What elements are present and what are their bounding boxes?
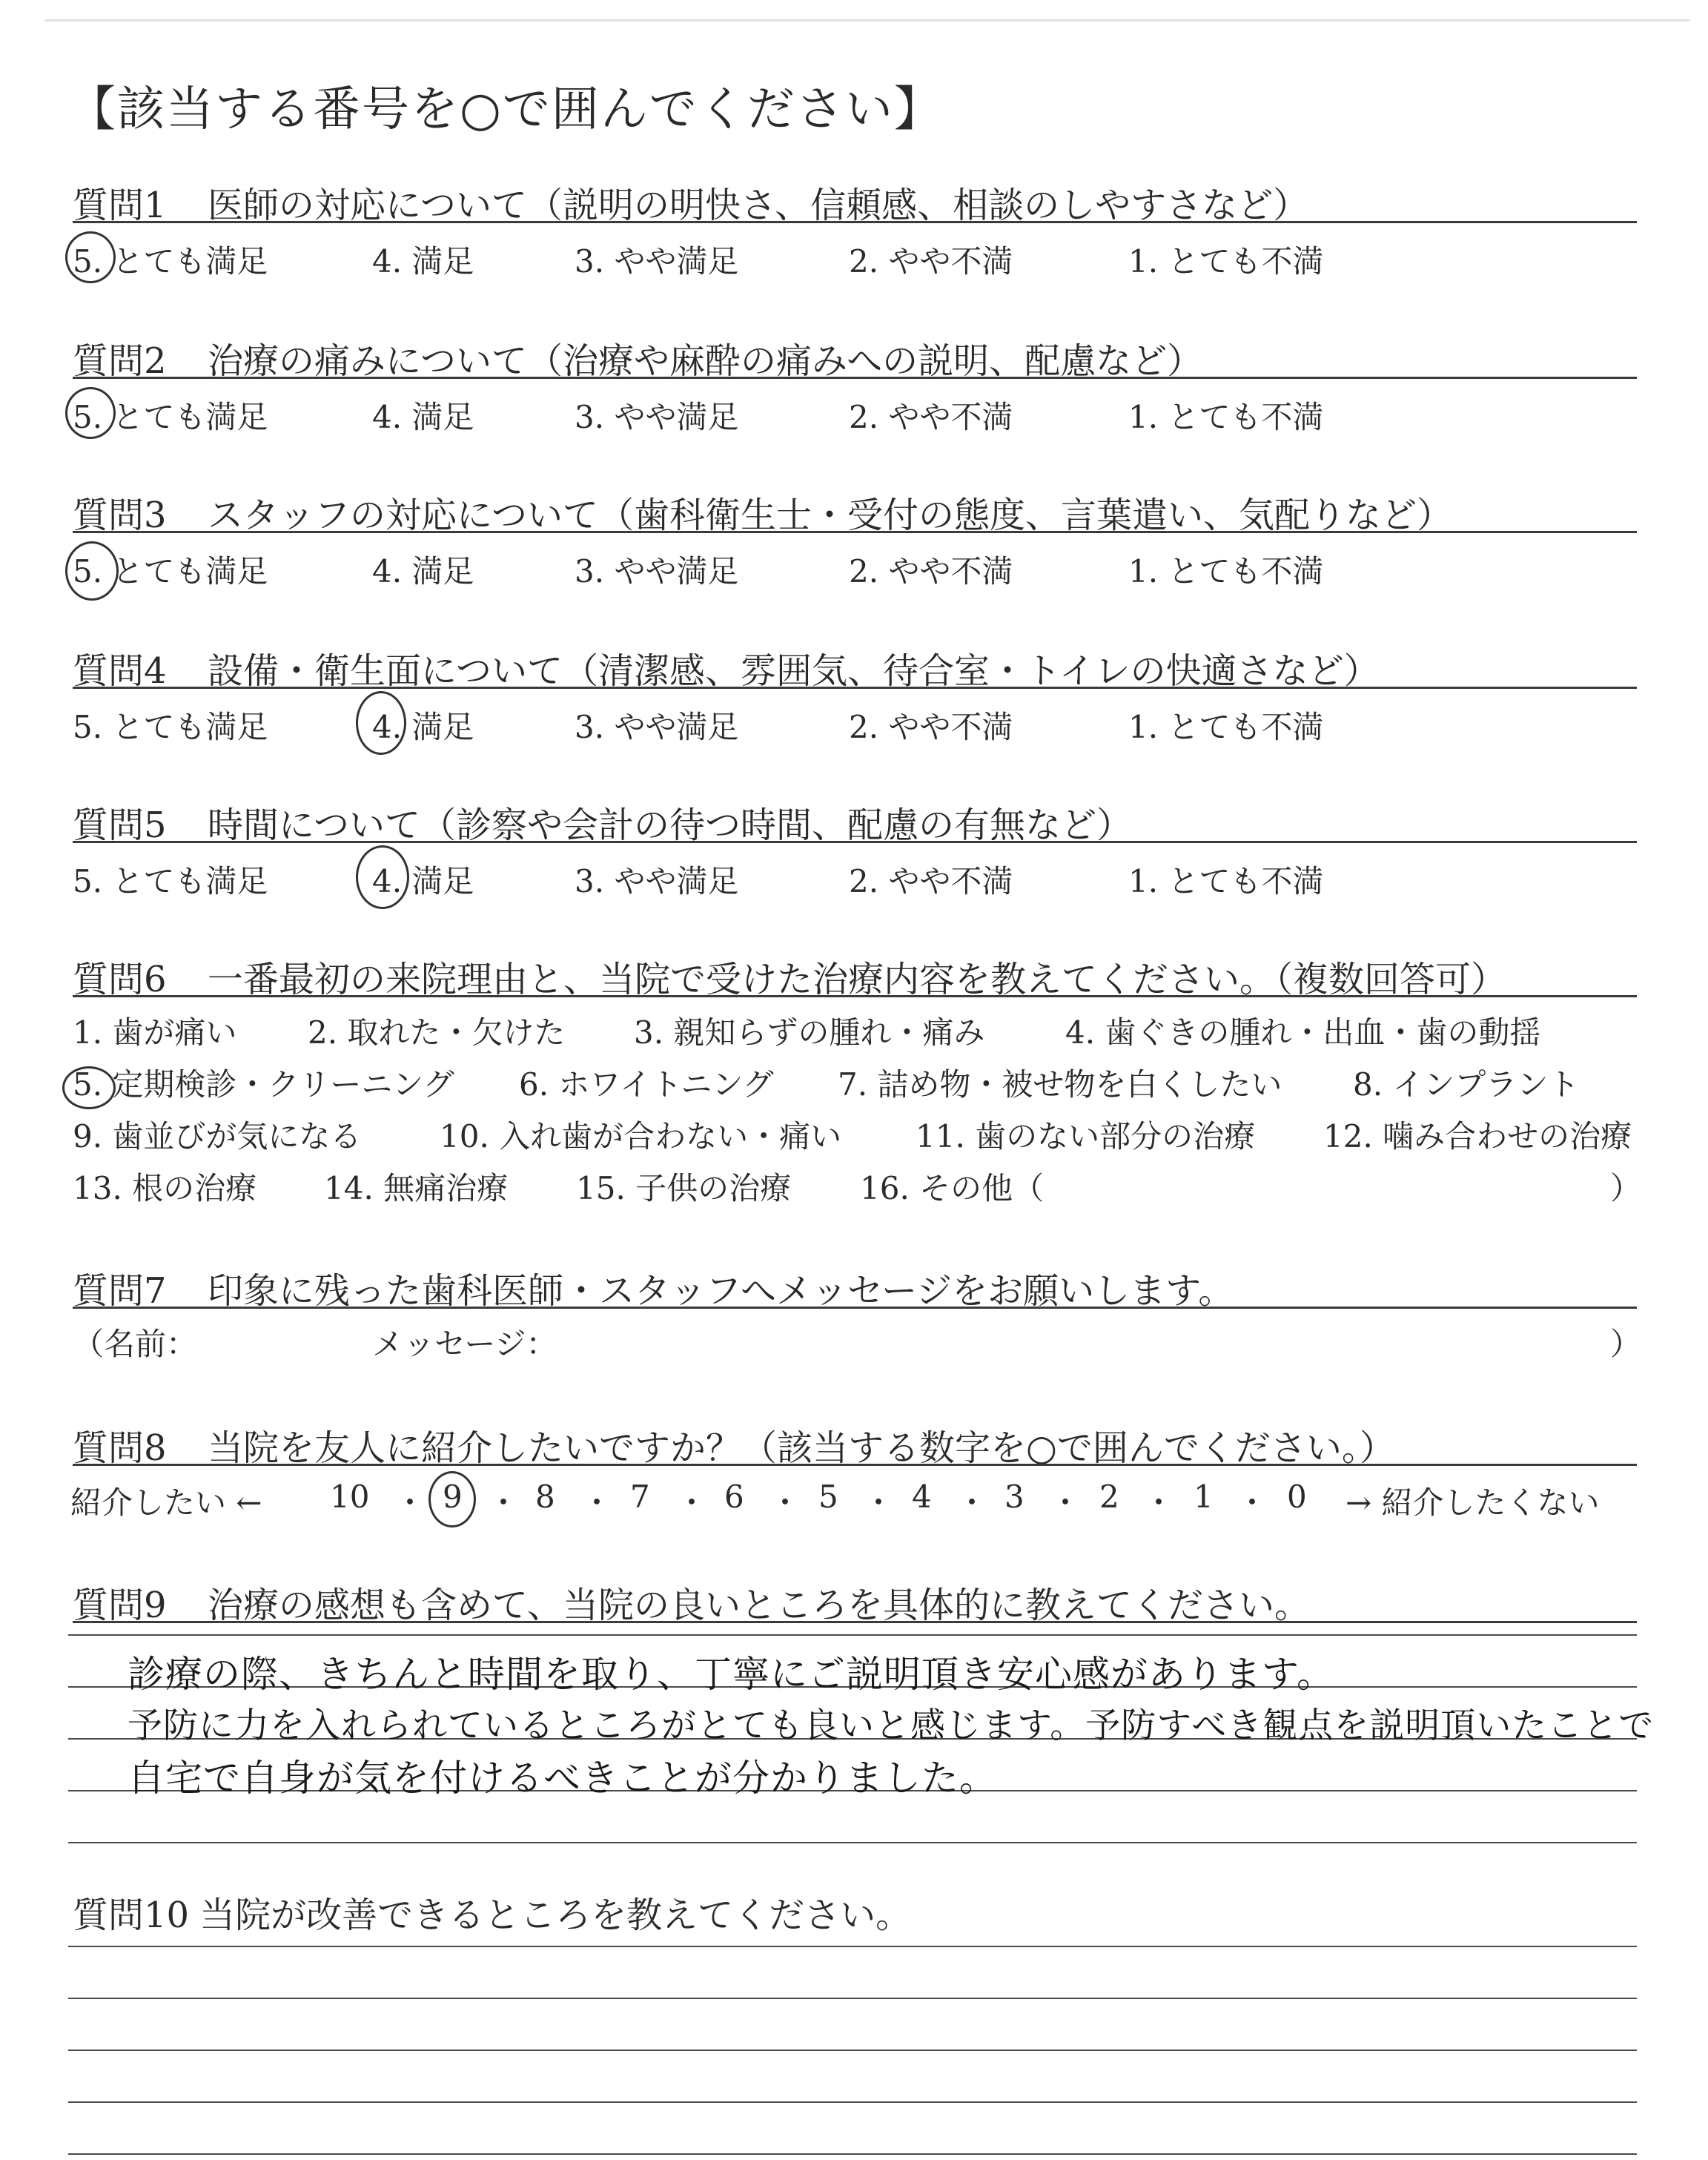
scale-5[interactable]: 5 xyxy=(818,1479,838,1515)
question-10 xyxy=(73,1886,1637,1936)
close-paren: ） xyxy=(1610,1326,1642,1362)
question-text: スタッフの対応について（歯科衛生士・受付の態度、言葉遣い、気配りなど） xyxy=(208,495,1453,536)
rating-option-5[interactable]: 5. とても満足 xyxy=(73,243,268,280)
reason-option-10[interactable]: 10. 入れ歯が合わない・痛い xyxy=(440,1118,842,1155)
answer-line xyxy=(68,1634,1637,1636)
answer-line xyxy=(68,2101,1637,2103)
question-label: 質問5 xyxy=(73,805,167,846)
rating-option-2[interactable]: 2. やや不満 xyxy=(849,553,1013,589)
page-title: 【該当する番号を○で囲んでください】 xyxy=(68,82,943,137)
rating-option-1[interactable]: 1. とても不満 xyxy=(1128,243,1324,280)
question-text: 治療の痛みについて（治療や麻酔の痛みへの説明、配慮など） xyxy=(208,340,1203,382)
question-label: 質問1 xyxy=(73,185,167,226)
reason-option-16[interactable]: 16. その他（ xyxy=(860,1170,1045,1206)
question-text: 当院が改善できるところを教えてください。 xyxy=(199,1895,912,1936)
rating-option-1[interactable]: 1. とても不満 xyxy=(1128,863,1324,899)
close-paren: ） xyxy=(1610,1170,1642,1206)
selection-circle xyxy=(65,387,116,439)
question-3 xyxy=(73,486,1637,536)
rating-option-4[interactable]: 4. 満足 xyxy=(372,399,474,435)
question-9 xyxy=(73,1576,1637,1626)
scale-0[interactable]: 0 xyxy=(1287,1479,1307,1515)
reason-option-12[interactable]: 12. 噛み合わせの治療 xyxy=(1323,1118,1632,1155)
scale-6[interactable]: 6 xyxy=(724,1479,744,1515)
question-5 xyxy=(73,796,1637,846)
scale-8[interactable]: 8 xyxy=(535,1479,555,1515)
scale-separator: ・ xyxy=(1237,1484,1268,1521)
question-text: 設備・衛生面について（清潔感、雰囲気、待合室・トイレの快適さなど） xyxy=(208,650,1380,692)
selection-circle xyxy=(356,691,406,755)
scale-separator: ・ xyxy=(394,1484,426,1521)
rating-option-3[interactable]: 3. やや満足 xyxy=(575,863,739,899)
rating-option-4[interactable]: 4. 満足 xyxy=(372,709,474,745)
scale-separator: ・ xyxy=(956,1484,988,1521)
rating-option-2[interactable]: 2. やや不満 xyxy=(849,399,1013,435)
scale-10[interactable]: 10 xyxy=(330,1479,370,1515)
scale-1[interactable]: 1 xyxy=(1194,1479,1214,1515)
rating-option-2[interactable]: 2. やや不満 xyxy=(849,709,1013,745)
rating-option-3[interactable]: 3. やや満足 xyxy=(575,709,739,745)
question-label: 質問6 xyxy=(73,959,167,1000)
reason-option-6[interactable]: 6. ホワイトニング xyxy=(519,1066,774,1103)
scale-4[interactable]: 4 xyxy=(912,1479,932,1515)
question-7 xyxy=(73,1262,1637,1312)
question-text: 一番最初の来院理由と、当院で受けた治療内容を教えてください。（複数回答可） xyxy=(208,959,1507,1000)
question-1 xyxy=(73,176,1637,226)
selection-circle xyxy=(65,231,116,283)
rating-option-5[interactable]: 5. とても満足 xyxy=(73,709,268,745)
rating-option-3[interactable]: 3. やや満足 xyxy=(575,243,739,280)
scale-separator: ・ xyxy=(581,1484,613,1521)
rating-option-5[interactable]: 5. とても満足 xyxy=(73,399,268,435)
scale-7[interactable]: 7 xyxy=(630,1479,650,1515)
scale-separator: ・ xyxy=(1143,1484,1175,1521)
question-text: 印象に残った歯科医師・スタッフへメッセージをお願いします。 xyxy=(208,1270,1234,1312)
selection-circle xyxy=(62,1066,116,1109)
handwritten-answer-line: 自宅で自身が気を付けるべきことが分かりました。 xyxy=(128,1757,997,1800)
scale-3[interactable]: 3 xyxy=(1004,1479,1025,1515)
rating-option-1[interactable]: 1. とても不満 xyxy=(1128,709,1324,745)
reason-option-8[interactable]: 8. インプラント xyxy=(1353,1066,1580,1103)
reason-option-2[interactable]: 2. 取れた・欠けた xyxy=(308,1014,566,1051)
selection-circle xyxy=(428,1471,476,1527)
question-label: 質問9 xyxy=(73,1585,167,1626)
question-label: 質問4 xyxy=(73,650,167,692)
question-label: 質問7 xyxy=(73,1270,167,1312)
rating-option-3[interactable]: 3. やや満足 xyxy=(575,553,739,589)
scale-separator: ・ xyxy=(769,1484,801,1521)
question-label: 質問2 xyxy=(73,340,167,382)
question-label: 質問3 xyxy=(73,495,167,536)
question-text: 治療の感想も含めて、当院の良いところを具体的に教えてください。 xyxy=(208,1585,1311,1626)
scale-separator: ・ xyxy=(863,1484,895,1521)
rating-option-4[interactable]: 4. 満足 xyxy=(372,553,474,589)
answer-line xyxy=(68,2153,1637,2155)
answer-line xyxy=(68,1842,1637,1843)
question-8 xyxy=(73,1419,1637,1469)
question-text: 時間について（診察や会計の待つ時間、配慮の有無など） xyxy=(208,805,1133,846)
reason-option-13[interactable]: 13. 根の治療 xyxy=(73,1170,257,1206)
question-2 xyxy=(73,332,1637,382)
message-label: メッセージ： xyxy=(372,1326,557,1362)
rating-option-1[interactable]: 1. とても不満 xyxy=(1128,553,1324,589)
reason-option-14[interactable]: 14. 無痛治療 xyxy=(324,1170,509,1206)
top-edge xyxy=(44,19,1690,22)
rating-option-5[interactable]: 5. とても満足 xyxy=(73,863,268,899)
answer-line xyxy=(68,1998,1637,1999)
reason-option-5[interactable]: 5. 定期検診・クリーニング xyxy=(73,1066,454,1103)
scale-9[interactable]: 9 xyxy=(443,1479,463,1515)
scale-separator: ・ xyxy=(488,1484,520,1521)
selection-circle xyxy=(65,541,119,601)
reason-option-9[interactable]: 9. 歯並びが気になる xyxy=(73,1118,362,1155)
reason-option-1[interactable]: 1. 歯が痛い xyxy=(73,1014,237,1051)
handwritten-answer-line: 予防に力を入れられているところがとても良いと感じます。予防すべき観点を説明頂いたことで xyxy=(128,1705,1655,1746)
rating-option-4[interactable]: 4. 満足 xyxy=(372,243,474,280)
recommend-right-label: → 紹介したくない xyxy=(1345,1484,1600,1521)
reason-option-7[interactable]: 7. 詰め物・被せ物を白くしたい xyxy=(838,1066,1282,1103)
question-4 xyxy=(73,642,1637,692)
question-text: 当院を友人に紹介したいですか？（該当する数字を○で囲んでください。） xyxy=(208,1427,1395,1469)
name-label: （名前： xyxy=(73,1326,198,1362)
rating-option-5[interactable]: 5. とても満足 xyxy=(73,553,268,589)
scale-2[interactable]: 2 xyxy=(1099,1479,1119,1515)
reason-option-15[interactable]: 15. 子供の治療 xyxy=(576,1170,792,1206)
question-label: 質問8 xyxy=(73,1427,167,1469)
answer-line xyxy=(68,1946,1637,1947)
rating-option-4[interactable]: 4. 満足 xyxy=(372,863,474,899)
question-text: 医師の対応について（説明の明快さ、信頼感、相談のしやすさなど） xyxy=(208,185,1309,226)
reason-option-4[interactable]: 4. 歯ぐきの腫れ・出血・歯の動揺 xyxy=(1065,1014,1541,1051)
rating-option-1[interactable]: 1. とても不満 xyxy=(1128,399,1324,435)
handwritten-answer-line: 診療の際、きちんと時間を取り、丁寧にご説明頂き安心感があります。 xyxy=(128,1653,1334,1696)
question-label: 質問10 xyxy=(73,1895,190,1936)
scale-separator: ・ xyxy=(1050,1484,1082,1521)
reason-option-3[interactable]: 3. 親知らずの腫れ・痛み xyxy=(634,1014,985,1051)
question-6 xyxy=(73,951,1637,1000)
reason-option-11[interactable]: 11. 歯のない部分の治療 xyxy=(916,1118,1256,1155)
rating-option-2[interactable]: 2. やや不満 xyxy=(849,243,1013,280)
recommend-left-label: 紹介したい ← xyxy=(70,1484,262,1521)
rating-option-3[interactable]: 3. やや満足 xyxy=(575,399,739,435)
selection-circle xyxy=(356,845,409,909)
answer-line xyxy=(68,2050,1637,2051)
scale-separator: ・ xyxy=(676,1484,708,1521)
rating-option-2[interactable]: 2. やや不満 xyxy=(849,863,1013,899)
